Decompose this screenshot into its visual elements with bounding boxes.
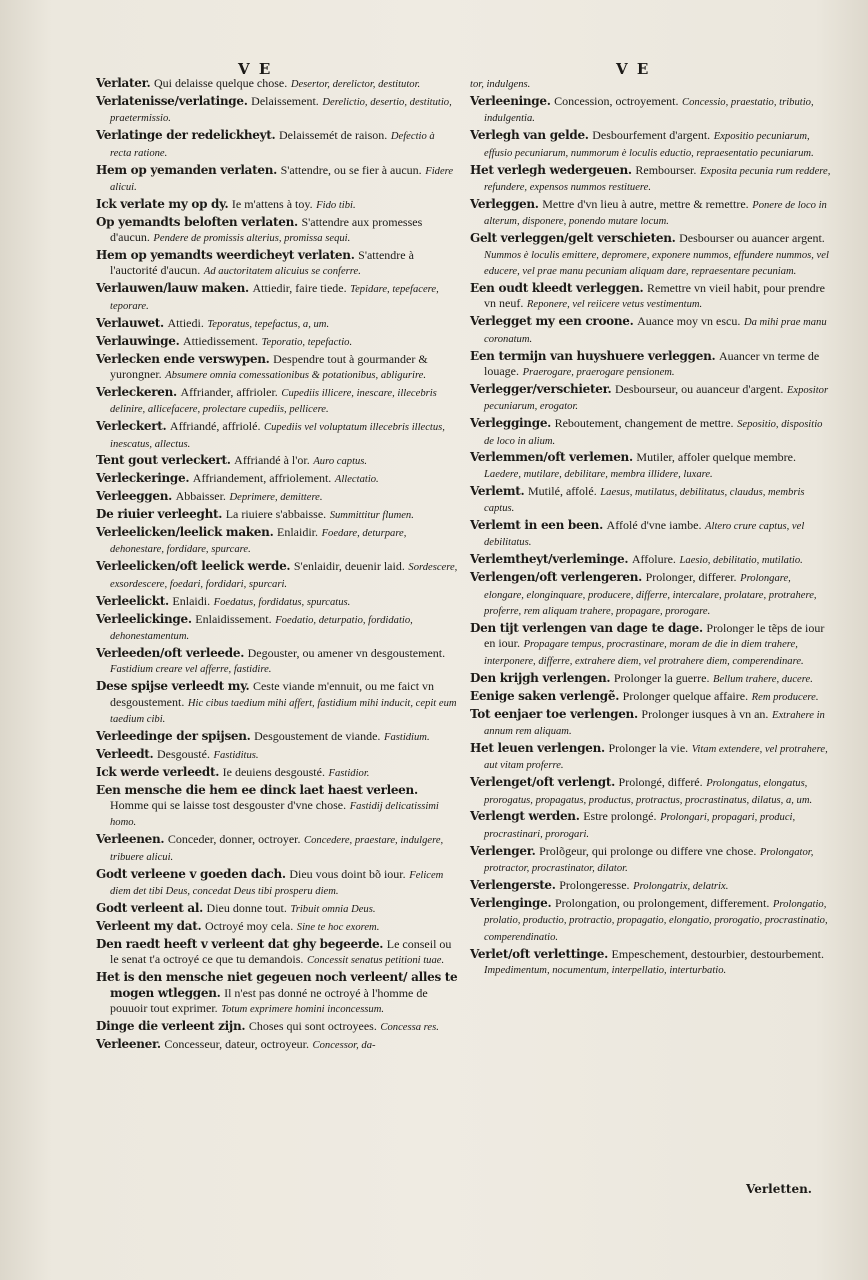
entry-latin: Laesus, mutilatus, debilitatus, claudus, membris captus. [484,486,805,515]
entry-headword: Verleener. [96,1036,161,1051]
entry-french: Mettre d'vn lieu à autre, mettre & remettre. [542,196,749,211]
header-letters-left: V E [238,60,273,78]
entry-latin: Foedatio, deturpatio, fordidatio, dehonestamentum. [110,614,413,642]
dictionary-entry [470,314,832,347]
dictionary-entry [96,559,458,592]
entry-french: Il n'est pas donné ne octroyé à l'homme de pouuoir tout exprimer. [110,985,428,1015]
entry-latin: Foedatus, fordidatus, spurcatus. [213,596,351,608]
entry-french: Concesseur, dateur, octroyeur. [164,1036,309,1051]
entry-headword: Gelt verleggen/gelt verschieten. [470,231,676,246]
entry-latin: Fidere alicui. [110,165,454,193]
entry-french: Prolonger iusques à vn an. [641,706,769,721]
entry-headword: Verleeninge. [470,93,551,108]
entry-french: Le conseil ou le senat t'a octroyé ce que tu demandois. [110,936,452,967]
dictionary-entry [96,352,458,384]
entry-french: Reboutement, changement de mettre. [554,416,734,431]
dictionary-entry [96,163,458,196]
entry-headword: Ick verlate my op dy. [96,196,229,211]
dictionary-entry [470,896,832,945]
dictionary-entry [470,382,832,415]
entry-french: Desgousté. [156,746,210,761]
entry-headword: Verlenger. [470,843,536,858]
entry-french: Attiedi. [167,315,204,330]
entry-latin: Absumere omnia comessationibus & potationibus, abligurire. [165,369,427,381]
entry-headword: Verlenginge. [470,896,552,910]
entry-headword: Verleelickt. [96,593,169,608]
entry-headword: Verlecken ende verswypen. [96,351,270,366]
entry-latin: Totum exprimere homini inconcessum. [221,1003,385,1015]
entry-headword: Verlemt in een been. [470,518,603,533]
entry-latin: Allectatio. [334,474,379,486]
entry-french: Prolonger, differer. [645,570,737,585]
dictionary-entry [96,489,458,505]
dictionary-entry [96,679,458,727]
entry-french: Auancer vn terme de louage. [484,348,820,378]
dictionary-entry [470,707,832,740]
entry-latin: Vitam extendere, vel protrahere, aut vitam proferre. [484,743,828,772]
dictionary-entry [96,215,458,247]
entry-headword: Verlemmen/oft verlemen. [470,450,633,465]
entry-latin: Hic cibus taedium mihi affert, fastidium mihi inducit, cepit eum taedium cibi. [110,697,457,726]
entry-french: Qui delaisse quelque chose. [153,76,288,90]
entry-french: Estre prolongé. [583,809,657,824]
entry-headword: Verleedt. [96,746,154,761]
entry-french: Desbourseur, ou auanceur d'argent. [614,381,784,396]
dictionary-entry [96,970,458,1017]
right-column [470,76,832,980]
entry-latin: Rem producere. [751,691,819,703]
entry-french: Prolonger le tẽps de iour en iour. [484,621,825,651]
dictionary-entry [96,197,458,213]
entry-latin: Teporatio, tepefactio. [261,336,353,348]
dictionary-entry [96,937,458,969]
entry-headword: Verlenget/oft verlengt. [470,775,615,790]
entry-headword: Verleckeringe. [96,471,190,486]
entry-headword: Verlatinge der redelickheyt. [96,128,276,143]
entry-latin: Laesio, debilitatio, mutilatio. [679,555,803,567]
dictionary-entry [470,163,832,196]
entry-headword: Verlauwen/lauw maken. [96,281,249,296]
dictionary-entry [470,484,832,517]
entry-latin: Expositio pecuniarum, effusio pecuniarum, nummorum è loculis eductio, repraesentatio pecuniarum. [484,131,814,159]
entry-headword: Verlater. [96,76,151,90]
entry-headword: Het is den mensche niet gegeuen noch verleent/ alles te mogen wtleggen. [96,970,458,1000]
entry-latin: Foedare, deturpare, dehonestare, fordidare, spurcare. [110,528,407,556]
dictionary-entry [470,450,832,482]
entry-latin: Summittitur flumen. [329,510,414,522]
entry-french: Mutiler, affoler quelque membre. [636,450,796,465]
entry-headword: Eenige saken verlengẽ. [470,688,620,703]
entry-latin: Prolongare, elongare, elonginquare, producere, differre, intercalare, prolatare, protrahere, proferre, rem aliquam trahere, propagare, prorogare. [484,573,817,618]
dictionary-entry [96,1019,458,1035]
entry-french: Prolonger la vie. [608,740,689,755]
entry-french: Prolonger la guerre. [613,670,710,685]
entry-latin: Teporatus, tepefactus, a, um. [207,318,330,330]
entry-latin: Nummos è loculis emittere, depromere, exponere nummos, effundere nummos, vel educere, vel prae manu pecuniam aliquam dare, repraesentare pecuniam. [484,249,829,277]
entry-headword: Het verlegh wedergeuen. [470,162,632,177]
entry-french: Prolõgeur, qui prolonge ou differe vne chose. [539,843,757,858]
dictionary-entry [470,775,832,808]
dictionary-entry [96,94,458,127]
entry-latin: Impedimentum, nocumentum, interpellatio, interturbatio. [484,965,727,977]
entry-latin: Fastidium. [383,731,430,743]
dictionary-entry [470,947,832,979]
entry-latin: Fastidior. [328,767,370,779]
entry-french: Affriandement, affriolement. [192,471,332,486]
entry-french: S'enlaidir, deuenir laid. [293,559,405,574]
entry-french: Desgoustement de viande. [254,728,381,743]
entry-headword: Verlegget my een croone. [470,314,634,329]
entry-french: Affriander, affrioler. [180,384,278,399]
entry-headword: Verlet/oft verlettinge. [470,946,608,961]
dictionary-entry [96,901,458,917]
entry-headword: Verleelickinge. [96,611,192,626]
entry-headword: Tot eenjaer toe verlengen. [470,706,638,721]
entry-latin: Pendere de promissis alterius, promissa sequi. [153,233,351,245]
entry-latin: tor, indulgens. [470,79,531,90]
dictionary-entry [470,552,832,568]
entry-latin: Tepidare, tepefacere, teporare. [110,284,439,312]
entry-headword: De riuier verleeght. [96,507,223,522]
entry-french: Conceder, donner, octroyer. [167,832,301,847]
entry-headword: Den tijt verlengen van dage te dage. [470,621,703,635]
dictionary-entry [470,621,832,669]
entry-latin: Da mihi prae manu coronatum. [484,317,827,345]
entry-latin: Prolongator, protractor, procrastinator, dilator. [484,846,814,875]
dictionary-entry [96,729,458,745]
dictionary-entry [96,385,458,418]
entry-latin: Sepositio, dispositio de loco in alium. [484,419,823,447]
dictionary-entry [96,1037,458,1053]
entry-french: Dieu vous doint bõ iour. [289,866,406,881]
entry-latin: Sine te hoc exorem. [296,921,380,933]
entry-latin: Reponere, vel reiicere vetus vestimentum. [526,299,703,311]
entry-headword: Hem op yemandts weerdicheyt verlaten. [96,248,355,263]
entry-french: Despendre tout à gourmander & yurongner. [110,351,428,381]
entry-latin: Ad auctoritatem alicuius se conferre. [203,266,361,278]
entry-french: Homme qui se laisse tost desgouster d'vne chose. [110,798,347,813]
dictionary-entry [96,594,458,610]
entry-french: Enlaidi. [172,593,211,608]
entry-latin: Concedere, praestare, indulgere, tribuere alicui. [110,835,444,863]
entry-headword: Het leuen verlengen. [470,740,605,755]
entry-latin: Concessa res. [380,1021,439,1033]
entry-french: Affriandé, affriolé. [169,419,261,434]
dictionary-entry [96,832,458,865]
entry-french: Prolongé, differé. [618,775,703,790]
entry-headword: Verleeden/oft verleede. [96,645,245,660]
entry-french: Affolure. [631,552,676,567]
entry-headword: Verleckert. [96,419,167,434]
entry-french: Delaissement. [251,93,319,108]
entry-latin: Fido tibi. [316,199,356,211]
entry-headword: Dinge die verleent zijn. [96,1018,246,1033]
dictionary-entry [96,334,458,350]
entry-latin: Cupediis illicere, inescare, illecebris delinire, allicefacere, prolectare cupediis, pellicere. [110,387,437,416]
entry-latin: Exposita pecunia rum reddere, refundere, expensos nummos restituere. [484,165,831,193]
entry-french: Abbaisser. [175,489,226,504]
entry-headword: Verleenen. [96,832,165,847]
dictionary-entry [96,471,458,487]
dictionary-entry [96,76,458,92]
dictionary-entry [96,248,458,280]
dictionary-entry [470,76,832,92]
entry-latin: Tribuit omnia Deus. [290,904,376,915]
dictionary-entry [96,507,458,523]
entry-latin: Propagare tempus, procrastinare, moram de die in diem trahere, interponere, differre, extrahere diem, vel protrahere diem, comperendinare. [484,639,804,667]
entry-french: Affriandé à l'or. [234,453,310,468]
entry-headword: Verleeggen. [96,489,173,504]
dictionary-entry [96,646,458,678]
dictionary-entry [96,612,458,645]
dictionary-entry [96,747,458,763]
dictionary-entry [470,197,832,230]
entry-french: Enlaidir. [277,525,319,540]
dictionary-entry [96,783,458,831]
entry-french: Ie m'attens à toy. [231,196,313,211]
entry-headword: Verlatenisse/verlatinge. [96,93,248,108]
dictionary-entry [470,878,832,894]
entry-french: Ie deuiens desgousté. [222,764,325,779]
dictionary-entry [470,349,832,381]
entry-french: Dieu donne tout. [206,901,287,915]
entry-latin: Defectio à recta ratione. [110,131,435,159]
dictionary-entry [470,128,832,161]
entry-french: S'attendre aux promesses d'aucun. [110,214,423,245]
entry-headword: Verlauwinge. [96,333,180,348]
dictionary-entry [96,316,458,332]
entry-french: Ceste viande m'ennuit, ou me faict vn desgoustement. [110,679,435,709]
dictionary-entry [470,844,832,877]
entry-french: Prolongeresse. [559,878,630,893]
entry-latin: Concessit senatus petitioni tuae. [307,955,445,967]
left-column [96,76,458,1055]
entry-latin: Prolongatus, elongatus, prorogatus, propagatus, productus, protractus, procrastinatus, dilatus, a, um. [484,778,813,806]
entry-headword: Den krijgh verlengen. [470,670,611,685]
dictionary-entry [470,809,832,842]
dictionary-entry [470,570,832,619]
dictionary-entry [96,525,458,558]
entry-headword: Tent gout verleckert. [96,453,231,468]
entry-french: Mutilé, affolé. [527,483,597,498]
entry-latin: Fastiditus. [213,749,259,761]
entry-latin: Cupediis vel voluptatum illecebris illectus, inescatus, allectus. [110,422,445,450]
dictionary-entry [96,281,458,314]
entry-latin: Praerogare, praerogare pensionem. [522,366,675,378]
entry-latin: Laedere, mutilare, debilitare, membra illidere, luxare. [484,468,713,480]
dictionary-entry [96,867,458,900]
dictionary-entry [96,419,458,452]
entry-latin: Derelictio, desertio, destitutio, praetermissio. [110,96,452,125]
entry-latin: Fastidij delicatissimi homo. [110,801,439,829]
dictionary-entry [470,741,832,774]
entry-headword: Ick werde verleedt. [96,764,220,779]
header-letters-right: V E [616,60,651,78]
dictionary-entry [470,94,832,127]
entry-latin: Auro captus. [313,456,368,468]
entry-french: Affolé d'vne iambe. [606,518,702,533]
entry-french: La riuiere s'abbaisse. [225,507,327,522]
entry-latin: Bellum trahere, ducere. [713,673,813,685]
entry-french: Enlaidissement. [195,611,272,626]
entry-headword: Op yemandts beloften verlaten. [96,214,298,229]
entry-headword: Verlemtheyt/verleminge. [470,552,629,567]
entry-french: Attiedissement. [183,333,259,348]
entry-french: Remettre vn vieil habit, pour prendre vn neuf. [484,280,825,311]
entry-headword: Verleedinge der spijsen. [96,728,251,743]
entry-latin: Prolongatrix, delatrix. [633,881,729,893]
entry-french: Prolonger quelque affaire. [622,688,749,703]
entry-headword: Verleelicken/oft leelick werde. [96,559,291,574]
entry-headword: Godt verleene v goeden dach. [96,866,286,881]
entry-latin: Extrahere in annum rem aliquam. [484,709,825,737]
dictionary-entry [470,671,832,687]
entry-headword: Verlengen/oft verlengeren. [470,570,643,585]
entry-latin: Fastidium creare vel afferre, fastidire. [110,664,272,676]
entry-headword: Verlegginge. [470,416,552,431]
entry-french: Degouster, ou amener vn desgoustement. [247,645,446,660]
entry-french: Auance moy vn escu. [637,314,741,329]
entry-french: Empeschement, destourbier, destourbement. [611,946,824,961]
entry-french: Desbourser ou auancer argent. [679,231,825,246]
entry-headword: Verleelicken/leelick maken. [96,525,274,540]
entry-headword: Verlemt. [470,483,525,498]
entry-french: Prolongation, ou prolongement, differement. [554,896,770,910]
dictionary-entry [470,231,832,279]
entry-headword: Een mensche die hem ee dinck laet haest verleen. [96,782,418,797]
entry-french: S'attendre, ou se fier à aucun. [280,162,422,177]
entry-latin: Sordescere, exsordescere, foedari, fordidari, spurcari. [110,562,458,590]
dictionary-entry [96,128,458,161]
entry-headword: Dese spijse verleedt my. [96,679,250,694]
entry-latin: Prolongatio, prolatio, productio, protractio, propagatio, elongatio, prorogatio, procrastinatio, comperendinatio. [484,899,828,943]
entry-latin: Expositor pecuniarum, erogator. [484,384,829,413]
entry-headword: Verlegh van gelde. [470,128,589,143]
dictionary-entry [96,453,458,469]
dictionary-entry [96,919,458,935]
dictionary-entry [470,518,832,551]
entry-headword: Verlegger/verschieter. [470,381,612,396]
entry-french: Octroyé moy cela. [204,918,294,933]
entry-headword: Verleggen. [470,196,539,211]
entry-french: Concession, octroyement. [554,93,679,108]
dictionary-entry [470,281,832,313]
entry-headword: Verleent my dat. [96,918,202,933]
entry-latin: Concessor, da- [312,1039,376,1051]
entry-latin: Prolongari, propagari, produci, procrastinari, prorogari. [484,812,796,840]
dictionary-entry [470,689,832,705]
entry-headword: Een termijn van huyshuere verleggen. [470,348,716,363]
entry-french: Desbourfement d'argent. [592,128,711,143]
entry-headword: Verlauwet. [96,315,164,330]
entry-headword: Godt verleent al. [96,901,203,915]
entry-latin: Concessio, praestatio, tributio, indulgentia. [484,96,814,125]
entry-french: S'attendre à l'auctorité d'aucun. [110,248,414,278]
entry-headword: Verlengerste. [470,878,556,893]
entry-french: Rembourser. [635,162,697,177]
entry-latin: Ponere de loco in alterum, disponere, ponendo mutare locum. [484,199,827,228]
entry-french: Attiedir, faire tiede. [252,281,347,296]
entry-headword: Den raedt heeft v verleent dat ghy begeerde. [96,936,384,951]
dictionary-entry [470,416,832,449]
entry-latin: Deprimere, demittere. [229,492,323,504]
entry-latin: Altero crure captus, vel debilitatus. [484,521,805,549]
entry-latin: Felicem diem det tibi Deus, concedat Deus tibi prosperu diem. [110,869,444,898]
entry-french: Delaissemét de raison. [279,128,388,143]
dictionary-entry [96,765,458,781]
entry-headword: Verleckeren. [96,384,177,399]
catchword: Verletten. [746,1182,812,1196]
entry-latin: Desertor, derelictor, destitutor. [290,79,421,90]
entry-headword: Een oudt kleedt verleggen. [470,280,644,295]
entry-headword: Hem op yemanden verlaten. [96,162,277,177]
entry-french: Choses qui sont octroyees. [248,1018,377,1033]
entry-headword: Verlengt werden. [470,809,580,824]
